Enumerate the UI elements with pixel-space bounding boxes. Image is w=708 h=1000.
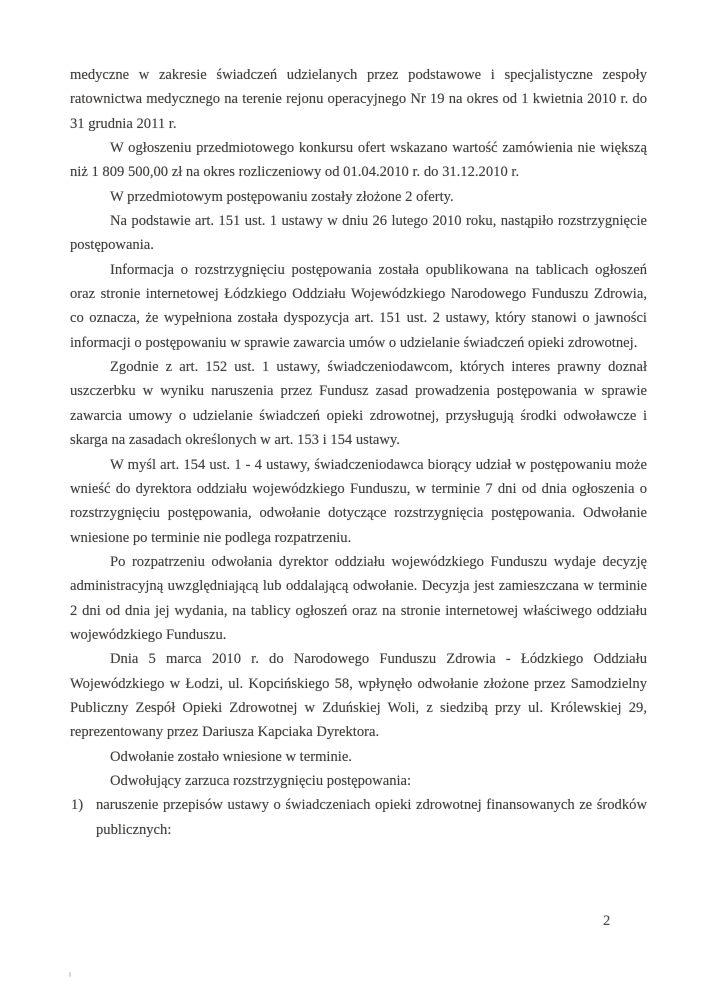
list-item-marker: 1) [71,797,84,814]
paragraph-allegations-intro: Odwołujący zarzuca rozstrzygnięciu postępowania: [110,772,412,789]
paragraph-decision-process: Po rozpatrzeniu odwołania dyrektor oddziału wojewódzkiego Funduszu wydaje decyzję administracyjną uwzględniającą lub oddalającą odwołanie. Decyzja jest zamieszczana w terminie 2 dni od dnia jej wydania, na tablicy ogłoszeń oraz na stronie internetowej właściwego oddziału wojewódzkiego Funduszu. [70,553,647,643]
document-body [70,63,647,842]
page-number: 2 [603,913,611,929]
paragraph-settlement-basis: Na podstawie art. 151 ust. 1 ustawy w dniu 26 lutego 2010 roku, nastąpiło rozstrzygnięcie postępowania. [70,213,647,254]
scan-artifact [69,972,71,977]
list-item-allegation-1 [70,793,647,842]
paragraph-contest-value: W ogłoszeniu przedmiotowego konkursu ofert wskazano wartość zamówienia nie większą niż 1 809 500,00 zł na okres rozliczeniowy od 01.04.2010 r. do 31.12.2010 r. [70,140,647,181]
list-item-text: naruszenie przepisów ustawy o świadczeniach opieki zdrowotnej finansowanych ze środków publicznych: [96,797,647,838]
paragraph-continuation: medyczne w zakresie świadczeń udzielanych przez podstawowe i specjalistyczne zespoły ratownictwa medycznego na terenie rejonu operacyjnego Nr 19 na okres od 1 kwietnia 2010 r. do 31 grudnia 2011 r. [70,67,647,132]
paragraph-appeal-in-time: Odwołanie zostało wniesione w terminie. [110,748,352,765]
paragraph-offers-count: W przedmiotowym postępowaniu zostały złożone 2 oferty. [110,188,454,205]
paragraph-appeal-received: Dnia 5 marca 2010 r. do Narodowego Funduszu Zdrowia - Łódzkiego Oddziału Wojewódzkiego w Łodzi, ul. Kopcińskiego 58, wpłynęło odwołanie złożone przez Samodzielny Publiczny Zespół Opieki Zdrowotnej w Zduńskiej Woli, z siedzibą przy ul. Królewskiej 29, reprezentowany przez Dariusza Kapciaka Dyrektora. [70,651,647,741]
paragraph-art-154: W myśl art. 154 ust. 1 - 4 ustawy, świadczeniodawca biorący udział w postępowaniu może wnieść do dyrektora oddziału wojewódzkiego Funduszu, w terminie 7 dni od dnia ogłoszenia o rozstrzygnięciu postępowania, odwołanie dotyczące rozstrzygnięcia postępowania. Odwołanie wniesione po terminie nie podlega rozpatrzeniu. [70,456,647,546]
paragraph-publication-info: Informacja o rozstrzygnięciu postępowania została opublikowana na tablicach ogłoszeń oraz stronie internetowej Łódzkiego Oddziału Wojewódzkiego Narodowego Funduszu Zdrowia, co oznacza, że wypełniona została dyspozycja art. 151 ust. 2 ustawy, który stanowi o jawności informacji o postępowaniu w sprawie zawarcia umów o udzielanie świadczeń opieki zdrowotnej. [70,261,647,351]
paragraph-art-152: Zgodnie z art. 152 ust. 1 ustawy, świadczeniodawcom, których interes prawny doznał uszczerbku w wyniku naruszenia przez Fundusz zasad prowadzenia postępowania w sprawie zawarcia umowy o udzielanie świadczeń opieki zdrowotnej, przysługują środki odwoławcze i skarga na zasadach określonych w art. 153 i 154 ustawy. [70,359,647,449]
